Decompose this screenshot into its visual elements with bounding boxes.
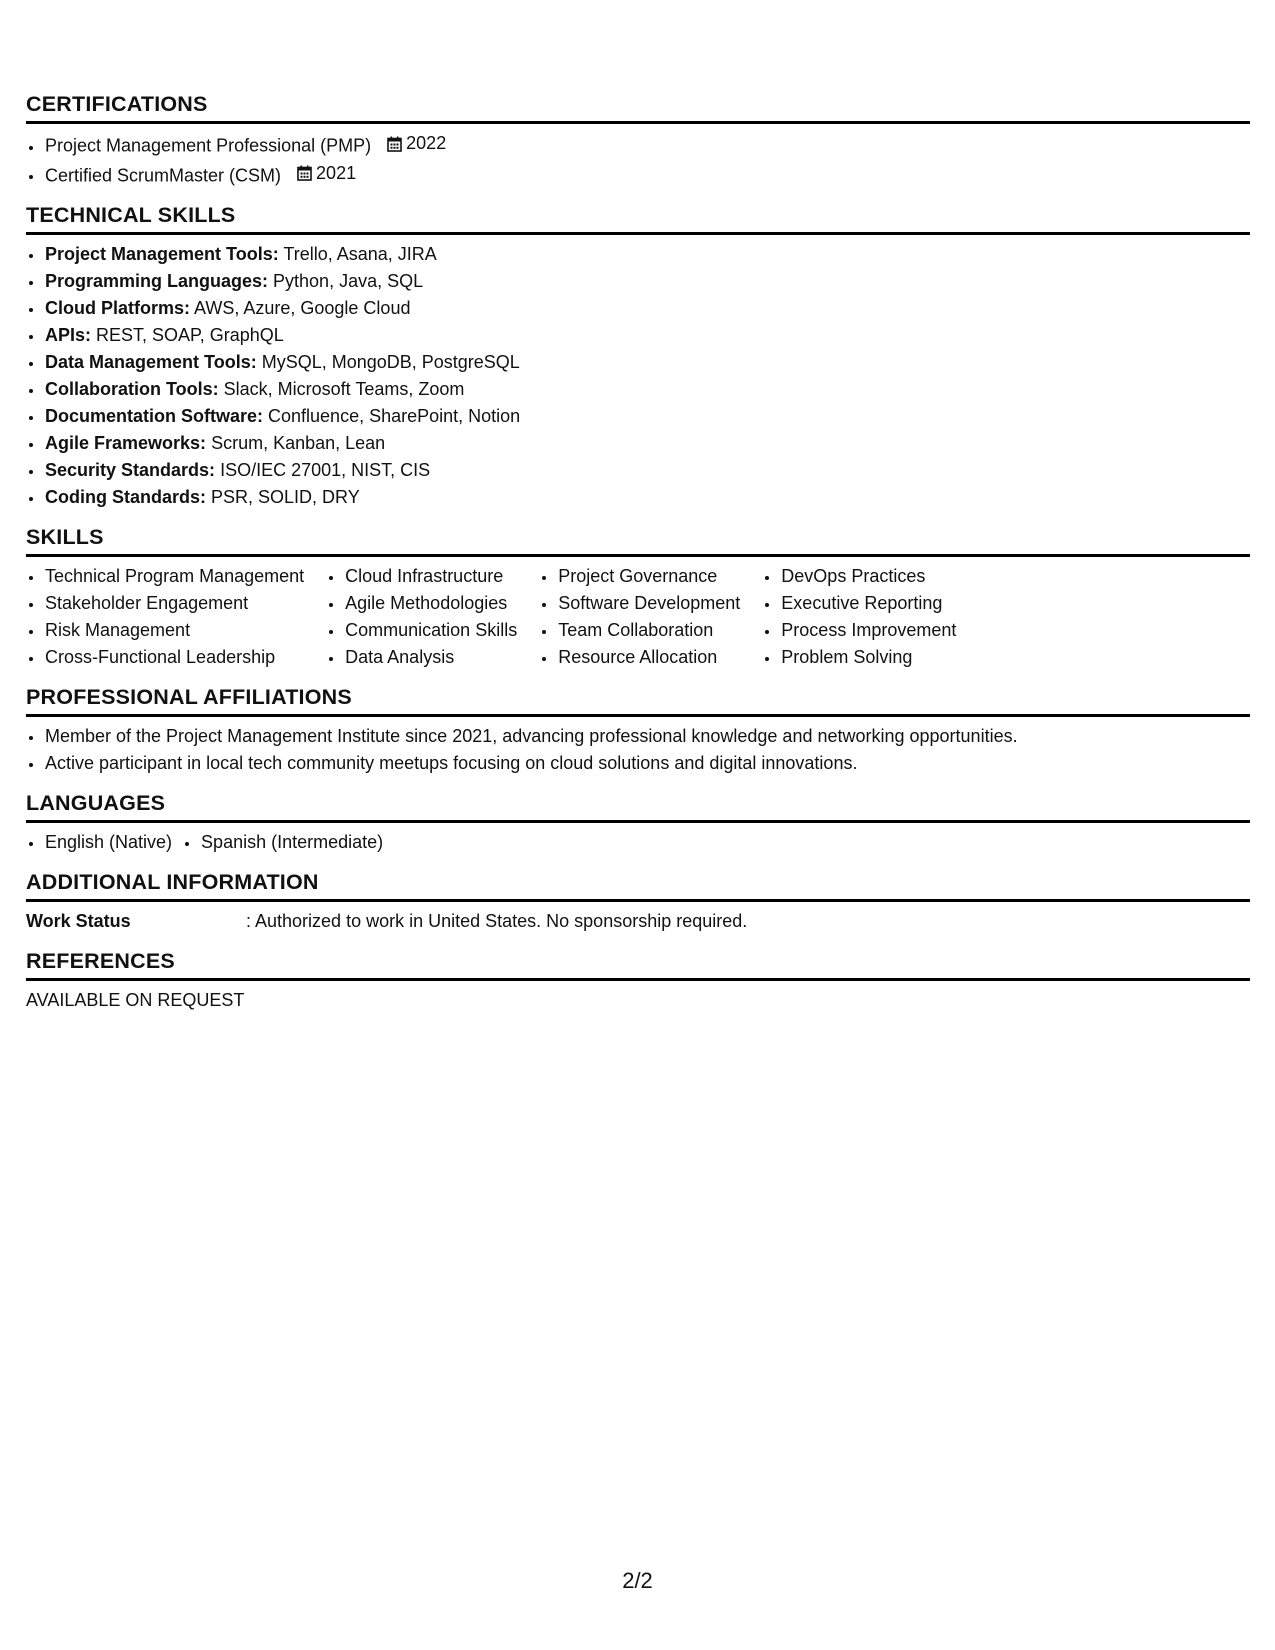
skill-category: Data Management Tools:	[45, 352, 257, 372]
technical-skill-item	[44, 241, 1250, 268]
affiliations-list	[26, 723, 1250, 777]
work-status-value: : Authorized to work in United States. No sponsorship required.	[246, 911, 748, 931]
work-status-row	[26, 908, 1250, 935]
work-status-label: Work Status	[26, 911, 131, 931]
skill-category: Project Management Tools:	[45, 244, 279, 264]
certification-name: Certified ScrumMaster (CSM)	[45, 165, 282, 185]
skill-category: Cloud Platforms:	[45, 298, 191, 318]
technical-skill-item	[44, 484, 1250, 511]
skill-values: MySQL, MongoDB, PostgreSQL	[256, 352, 520, 372]
technical-skill-item	[44, 268, 1250, 295]
skills-column	[326, 563, 517, 671]
skill-values: Scrum, Kanban, Lean	[206, 433, 386, 453]
skill-category: Security Standards:	[45, 460, 216, 480]
skill-values: Python, Java, SQL	[268, 271, 424, 291]
certification-date	[297, 160, 356, 187]
skills-column	[539, 563, 740, 671]
technical-skills-list	[26, 241, 1250, 511]
certification-year: 2021	[316, 162, 357, 183]
skill-item: • Cross-Functional Leadership	[44, 644, 304, 671]
skill-category: Programming Languages:	[45, 271, 269, 291]
section-title-references: REFERENCES	[26, 949, 1250, 981]
section-title-affiliations: PROFESSIONAL AFFILIATIONS	[26, 685, 1250, 717]
technical-skill-item	[44, 403, 1250, 430]
languages-section	[26, 791, 1250, 856]
skills-section	[26, 525, 1250, 671]
references-text: AVAILABLE ON REQUEST	[26, 990, 245, 1010]
section-title-skills: SKILLS	[26, 525, 1250, 557]
skill-values: Trello, Asana, JIRA	[278, 244, 437, 264]
skill-item: • Risk Management	[44, 617, 304, 644]
skill-item: • Executive Reporting	[780, 590, 956, 617]
page-number: 2/2	[622, 1568, 653, 1593]
certification-item	[44, 130, 1250, 160]
section-title-additional-info: ADDITIONAL INFORMATION	[26, 870, 1250, 902]
calendar-icon	[387, 136, 402, 152]
skill-item: • Data Analysis	[344, 644, 517, 671]
technical-skills-section	[26, 203, 1250, 511]
technical-skill-item	[44, 322, 1250, 349]
technical-skill-item	[44, 349, 1250, 376]
affiliation-item: • Member of the Project Management Institute since 2021, advancing professional knowledge and networking opportunities.	[44, 723, 1250, 750]
section-title-languages: LANGUAGES	[26, 791, 1250, 823]
skill-category: Agile Frameworks:	[45, 433, 207, 453]
skills-column	[26, 563, 304, 671]
skill-values: PSR, SOLID, DRY	[206, 487, 360, 507]
skill-item: • Communication Skills	[344, 617, 517, 644]
skills-column	[762, 563, 956, 671]
resume-page	[26, 92, 1250, 1028]
section-title-technical-skills: TECHNICAL SKILLS	[26, 203, 1250, 235]
affiliation-item: • Active participant in local tech community meetups focusing on cloud solutions and digital innovations.	[44, 750, 1250, 777]
skill-values: AWS, Azure, Google Cloud	[190, 298, 411, 318]
skill-item: • Team Collaboration	[557, 617, 740, 644]
calendar-icon	[297, 165, 312, 181]
skill-values: REST, SOAP, GraphQL	[91, 325, 284, 345]
skill-item: • Stakeholder Engagement	[44, 590, 304, 617]
technical-skill-item	[44, 430, 1250, 457]
skill-category: Collaboration Tools:	[45, 379, 219, 399]
certification-item	[44, 160, 1250, 190]
references-section	[26, 949, 1250, 1014]
language-item: • English (Native)	[44, 829, 172, 856]
skills-grid	[26, 563, 1250, 671]
certifications-section	[26, 92, 1250, 189]
certifications-list	[26, 130, 1250, 189]
skill-item: • Process Improvement	[780, 617, 956, 644]
skill-item: • Cloud Infrastructure	[344, 563, 517, 590]
skill-item: • Problem Solving	[780, 644, 956, 671]
language-item: • Spanish (Intermediate)	[200, 829, 383, 856]
skill-category: Documentation Software:	[45, 406, 264, 426]
certification-date	[387, 130, 446, 157]
skill-item: • Technical Program Management	[44, 563, 304, 590]
additional-info-section	[26, 870, 1250, 935]
skill-item: • Software Development	[557, 590, 740, 617]
affiliations-section	[26, 685, 1250, 777]
languages-list	[26, 829, 1250, 856]
skill-item: • Project Governance	[557, 563, 740, 590]
skill-values: Slack, Microsoft Teams, Zoom	[218, 379, 465, 399]
skill-item: • Resource Allocation	[557, 644, 740, 671]
technical-skill-item	[44, 457, 1250, 484]
skill-item: • DevOps Practices	[780, 563, 956, 590]
technical-skill-item	[44, 376, 1250, 403]
certification-name: Project Management Professional (PMP)	[45, 135, 372, 156]
skill-category: APIs:	[45, 325, 92, 345]
skill-values: ISO/IEC 27001, NIST, CIS	[215, 460, 431, 480]
skill-item: • Agile Methodologies	[344, 590, 517, 617]
skill-category: Coding Standards:	[45, 487, 206, 507]
skill-values: Confluence, SharePoint, Notion	[263, 406, 521, 426]
section-title-certifications: CERTIFICATIONS	[26, 92, 1250, 124]
certification-year: 2022	[406, 133, 447, 153]
technical-skill-item	[44, 295, 1250, 322]
